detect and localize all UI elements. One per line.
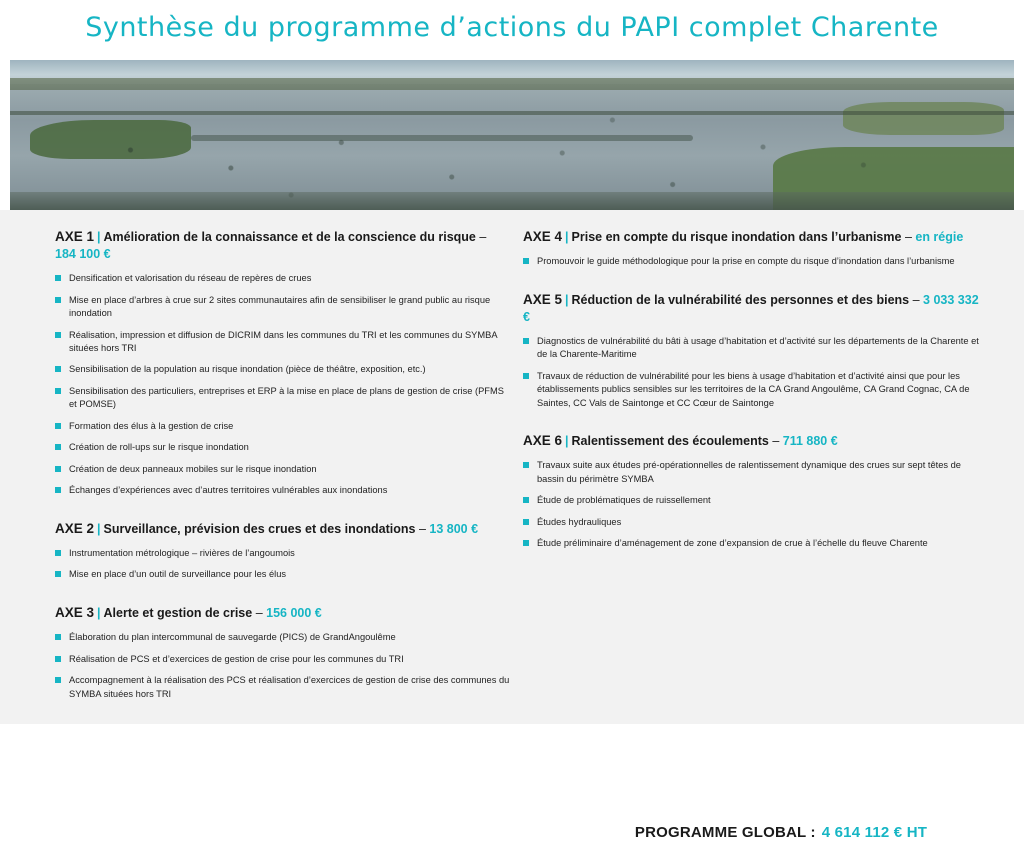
axe-block-2 <box>55 520 510 582</box>
axe-amount-5: 3 033 332 € <box>523 292 979 324</box>
list-item <box>55 294 510 321</box>
axe-number-2: AXE 2 <box>55 520 95 536</box>
bullet-square-icon <box>55 275 61 281</box>
axe-amount-1: 184 100 € <box>55 247 111 262</box>
axe-action-list-5 <box>523 335 983 410</box>
axe-number-5: AXE 5 <box>523 291 563 307</box>
action-text: Densification et valorisation du réseau de repères de crues <box>69 273 312 284</box>
list-item <box>55 385 510 412</box>
axe-dash-2: – <box>418 521 426 536</box>
bullet-square-icon <box>523 519 529 525</box>
bullet-square-icon <box>55 297 61 303</box>
axe-title-2: Surveillance, prévision des crues et des inondations <box>103 521 416 536</box>
action-text: Études hydrauliques <box>537 516 622 527</box>
list-item <box>523 494 983 507</box>
list-item <box>55 547 510 560</box>
axe-block-1 <box>55 228 510 498</box>
action-text: Étude de problématiques de ruissellement <box>537 495 711 506</box>
action-text: Formation des élus à la gestion de crise <box>69 420 234 431</box>
global-budget-label: PROGRAMME GLOBAL : <box>634 823 816 841</box>
list-item <box>55 568 510 581</box>
axe-title-4: Prise en compte du risque inondation dans l’urbanisme <box>571 230 902 244</box>
action-text: Réalisation, impression et diffusion de DICRIM dans les communes du TRI et les communes du SYMBA situées hors TRI <box>69 329 498 353</box>
axe-action-list-2 <box>55 547 510 582</box>
content-panel <box>0 210 1024 841</box>
axe-separator-6: | <box>565 434 569 449</box>
axe-dash-1: – <box>479 230 487 244</box>
axe-dash-4: – <box>904 230 912 244</box>
bullet-square-icon <box>523 258 529 264</box>
axe-title-5: Réduction de la vulnérabilité des personnes et des biens <box>571 292 910 307</box>
action-text: Réalisation de PCS et d’exercices de gestion de crise pour les communes du TRI <box>69 653 404 664</box>
axe-heading-3 <box>55 604 510 622</box>
column-left <box>55 228 510 723</box>
axe-dash-5: – <box>912 292 920 307</box>
list-item <box>523 537 983 550</box>
axe-block-6 <box>523 432 983 551</box>
axe-heading-1 <box>55 228 510 263</box>
bullet-square-icon <box>55 466 61 472</box>
bullet-square-icon <box>55 634 61 640</box>
axe-heading-4 <box>523 228 983 246</box>
action-text: Travaux de réduction de vulnérabilité pour les biens à usage d’habitation et d’activité ainsi que pour les établissements publics sensibles sur les territoires de la CA Grand Angoulême, CA Grand Cognac, CA de Saintes, CC Vals de Saintonge et CC Cœur de Saintonge <box>537 370 970 408</box>
axe-separator-3: | <box>97 605 101 620</box>
action-text: Sensibilisation des particuliers, entreprises et ERP à la mise en place de plans de gestion de crise (PFMS et POMSE) <box>69 385 504 410</box>
list-item <box>55 674 510 701</box>
banner-foreground <box>10 192 1014 210</box>
axe-title-1: Amélioration de la connaissance et de la conscience du risque <box>103 230 476 244</box>
axe-separator-4: | <box>565 230 569 244</box>
bullet-square-icon <box>523 338 529 344</box>
banner-tree-specks <box>10 60 1014 210</box>
action-text: Création de roll-ups sur le risque inondation <box>69 442 249 453</box>
list-item <box>55 463 510 476</box>
axe-heading-5 <box>523 291 983 326</box>
axe-title-6: Ralentissement des écoulements <box>571 434 769 449</box>
list-item <box>55 653 510 666</box>
axe-dash-3: – <box>255 605 263 620</box>
axe-action-list-4 <box>523 255 983 268</box>
list-item <box>55 420 510 433</box>
bullet-square-icon <box>55 423 61 429</box>
global-budget-box <box>581 802 981 862</box>
bullet-square-icon <box>523 497 529 503</box>
axe-separator-5: | <box>565 292 569 307</box>
axe-number-4: AXE 4 <box>523 229 563 244</box>
axe-separator-1: | <box>97 230 101 244</box>
axe-amount-3: 156 000 € <box>266 605 322 620</box>
bullet-square-icon <box>523 373 529 379</box>
list-item <box>523 370 983 410</box>
bullet-square-icon <box>55 677 61 683</box>
axe-amount-4: en régie <box>915 230 964 244</box>
axe-number-1: AXE 1 <box>55 229 95 244</box>
axe-action-list-6 <box>523 459 983 550</box>
bullet-square-icon <box>55 444 61 450</box>
axe-action-list-3 <box>55 631 510 701</box>
bullet-square-icon <box>55 656 61 662</box>
axe-title-3: Alerte et gestion de crise <box>103 605 253 620</box>
banner-image <box>10 60 1014 210</box>
column-right <box>523 228 983 573</box>
action-text: Échanges d’expériences avec d’autres territoires vulnérables aux inondations <box>69 485 388 496</box>
list-item <box>55 484 510 497</box>
bullet-square-icon <box>523 540 529 546</box>
list-item <box>55 631 510 644</box>
bullet-square-icon <box>55 332 61 338</box>
bullet-square-icon <box>523 462 529 468</box>
axe-number-3: AXE 3 <box>55 604 95 620</box>
axe-block-4 <box>523 228 983 269</box>
list-item <box>523 335 983 362</box>
axe-separator-2: | <box>97 521 101 536</box>
axe-block-5 <box>523 291 983 410</box>
action-text: Diagnostics de vulnérabilité du bâti à usage d’habitation et d’activité sur les départements de la Charente et de la Charente-Maritime <box>537 335 979 360</box>
action-text: Mise en place d’un outil de surveillance pour les élus <box>69 569 287 580</box>
action-text: Accompagnement à la réalisation des PCS et réalisation d’exercices de gestion de crise des communes du SYMBA situées hors TRI <box>69 675 510 699</box>
action-text: Élaboration du plan intercommunal de sauvegarde (PICS) de GrandAngoulême <box>69 632 396 643</box>
axe-heading-6 <box>523 432 983 450</box>
list-item <box>523 516 983 529</box>
axe-action-list-1 <box>55 272 510 498</box>
list-item <box>55 363 510 376</box>
bullet-square-icon <box>55 366 61 372</box>
page-title: Synthèse du programme d’actions du PAPI complet Charente <box>85 12 939 43</box>
action-text: Travaux suite aux études pré-opérationnelles de ralentissement dynamique des crues sur sept têtes de bassin du périmètre SYMBA <box>537 460 961 484</box>
axe-amount-2: 13 800 € <box>429 521 479 536</box>
bullet-square-icon <box>55 388 61 394</box>
bullet-square-icon <box>55 571 61 577</box>
action-text: Sensibilisation de la population au risque inondation (pièce de théâtre, exposition, etc.) <box>69 364 426 375</box>
list-item <box>523 255 983 268</box>
list-item <box>55 272 510 285</box>
list-item <box>55 441 510 454</box>
action-text: Étude préliminaire d’aménagement de zone d’expansion de crue à l’échelle du fleuve Charente <box>537 538 928 549</box>
axe-heading-2 <box>55 520 510 538</box>
list-item <box>523 459 983 486</box>
bullet-square-icon <box>55 550 61 556</box>
global-budget-value: 4 614 112 € HT <box>821 823 928 841</box>
action-text: Création de deux panneaux mobiles sur le risque inondation <box>69 463 317 474</box>
action-text: Promouvoir le guide méthodologique pour la prise en compte du risque d’inondation dans l’urbanisme <box>537 256 955 267</box>
bullet-square-icon <box>55 487 61 493</box>
axe-amount-6: 711 880 € <box>782 434 838 449</box>
axe-dash-6: – <box>772 434 780 449</box>
action-text: Instrumentation métrologique – rivières de l’angoumois <box>69 547 295 558</box>
axe-block-3 <box>55 604 510 701</box>
action-text: Mise en place d’arbres à crue sur 2 sites communautaires afin de sensibiliser le grand public au risque inondation <box>69 294 491 319</box>
axe-number-6: AXE 6 <box>523 433 563 449</box>
list-item <box>55 329 510 356</box>
